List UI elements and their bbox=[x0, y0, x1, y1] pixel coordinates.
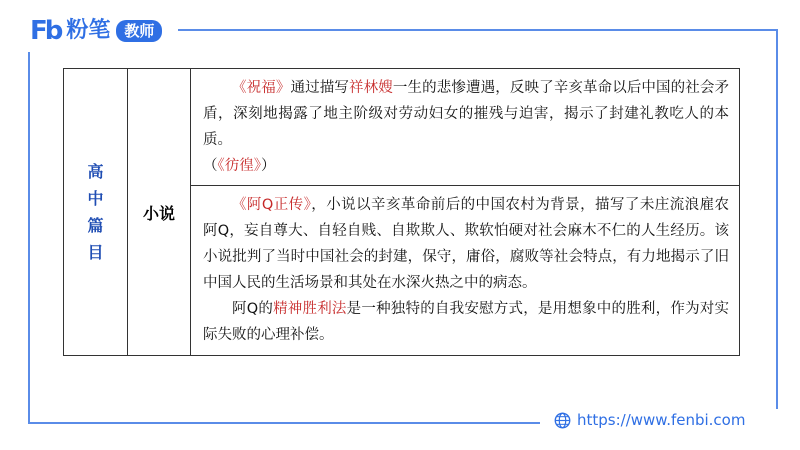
collection-title: 《彷徨》 bbox=[217, 158, 261, 174]
frame-line-left bbox=[28, 52, 30, 424]
frame-line-top bbox=[178, 29, 778, 31]
character-name: 祥林嫂 bbox=[349, 80, 393, 96]
key-term: 精神胜利法 bbox=[273, 301, 347, 317]
entry-ahq-note bbox=[203, 296, 729, 348]
paren-open: （ bbox=[203, 158, 218, 174]
work-title: 《阿Q正传》 bbox=[232, 197, 312, 213]
entry-zhufu-text bbox=[203, 75, 729, 153]
category-char: 目 bbox=[87, 243, 104, 262]
genre-cell bbox=[128, 69, 191, 356]
entry-text: 阿Q的 bbox=[232, 301, 274, 317]
category-char: 篇 bbox=[87, 216, 104, 235]
logo-mark: Fb bbox=[30, 16, 61, 46]
footer-url[interactable] bbox=[554, 411, 745, 429]
category-cell bbox=[64, 69, 128, 356]
entry-text: 一生的悲惨遭遇，反映了辛亥革命以后中国的社会矛盾，深刻地揭露了地主阶级对劳动妇女的摧残与迫害，揭示了封建礼教吃人的本质。 bbox=[203, 80, 730, 148]
paren-close: ） bbox=[261, 158, 276, 174]
entry-ahq-text bbox=[203, 192, 729, 296]
genre-label: 小说 bbox=[142, 203, 175, 223]
entry-zhufu bbox=[191, 69, 740, 186]
entry-text: 是一种独特的自我安慰方式，是用想象中的胜利，作为对实际失败的心理补偿。 bbox=[203, 301, 730, 343]
entry-text: 通过描写 bbox=[290, 80, 349, 96]
frame-line-bottom bbox=[28, 422, 540, 424]
entry-ahq bbox=[191, 186, 740, 356]
logo-tag: 教师 bbox=[116, 20, 162, 42]
logo-brand: 粉笔 bbox=[66, 18, 111, 43]
category-char: 高 bbox=[87, 162, 104, 181]
entry-text: ，小说以辛亥革命前后的中国农村为背景，描写了未庄流浪雇农阿Q，妄自尊大、自轻自贱、自欺欺人、欺软怕硬对社会麻木不仁的人生经历。该小说批判了当时中国社会的封建，保守，庸俗，腐败等社会特点，有力地揭示了旧中国人民的生活场景和其处在水深火热之中的病态。 bbox=[203, 197, 730, 291]
entry-zhufu-source bbox=[203, 153, 729, 179]
frame-line-right bbox=[776, 29, 778, 409]
work-title: 《祝福》 bbox=[232, 80, 291, 96]
content-table bbox=[63, 68, 740, 356]
fenbi-logo bbox=[30, 18, 162, 44]
footer-url-text: https://www.fenbi.com bbox=[577, 411, 746, 429]
globe-icon bbox=[554, 412, 571, 429]
category-char: 中 bbox=[87, 189, 104, 208]
